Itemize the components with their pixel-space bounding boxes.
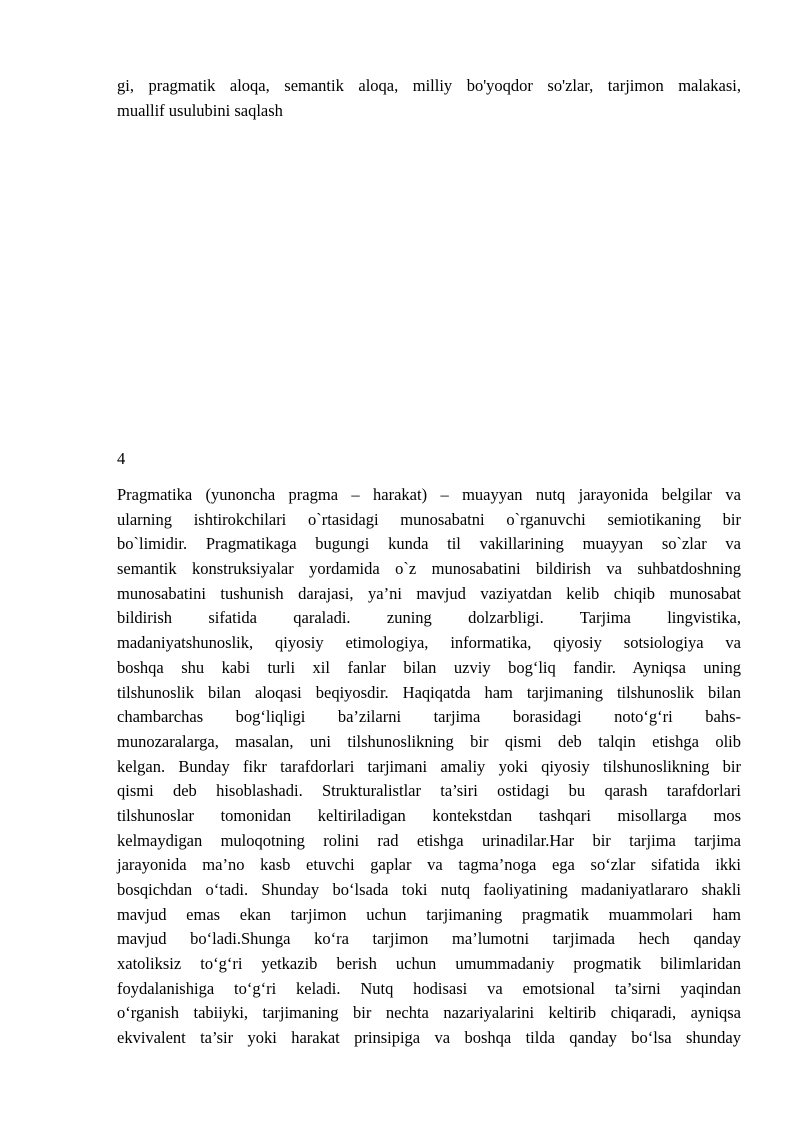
text-line: qismi deb hisoblashadi. Strukturalistlar ta’siri ostidagi bu qarash tarafdorlari <box>117 781 741 801</box>
text-line: mavjud emas ekan tarjimon uchun tarjimaning pragmatik muammolari ham <box>117 904 741 924</box>
text-line: bosqichdan o‘tadi. Shunday bo‘lsada toki nutq faoliyatining madaniyatlararo shakli <box>117 880 741 899</box>
text-line: boshqa shu kabi turli xil fanlar bilan uzviy bog‘liq fandir. Ayniqsa uning <box>117 657 741 677</box>
text-line: xatoliksiz to‘g‘ri yetkazib berish uchun umummadaniy progmatik bilimlaridan <box>117 954 741 974</box>
text-line: semantik konstruksiyalar yordamida o`z munosabatini bildirish va suhbatdoshning <box>117 559 741 579</box>
text-line: bo`limidir. Pragmatikaga bugungi kunda til vakillarining muayyan so`zlar va <box>117 534 741 554</box>
text-line: gi, pragmatik aloqa, semantik aloqa, milliy bo'yoqdor so'zlar, tarjimon malakasi, <box>117 76 741 95</box>
body-paragraph <box>117 483 741 1051</box>
text-line: chambarchas bog‘liqligi ba’zilarni tarjima borasidagi noto‘g‘ri bahs- <box>117 707 741 727</box>
text-line: mavjud bo‘ladi.Shunga ko‘ra tarjimon ma’lumotni tarjimada hech qanday <box>117 929 741 949</box>
text-line: o‘rganish tabiiyki, tarjimaning bir nechta nazariyalarini keltirib chiqaradi, ayniqsa <box>117 1003 741 1023</box>
text-line: munosabatini tushunish darajasi, ya’ni mavjud vaziyatdan kelib chiqib munosabat <box>117 583 741 603</box>
text-line: munozaralarga, masalan, uni tilshunoslikning bir qismi deb talqin etishga olib <box>117 731 741 751</box>
text-line: tilshunoslik bilan aloqasi beqiyosdir. Haqiqatda ham tarjimaning tilshunoslik bilan <box>117 682 741 702</box>
text-line: Pragmatika (yunoncha pragma – harakat) – muayyan nutq jarayonida belgilar va <box>117 485 741 504</box>
text-line: jarayonida ma’no kasb etuvchi gaplar va tagma’noga ega so‘zlar sifatida ikki <box>117 855 741 875</box>
text-line: kelmaydigan muloqotning rolini rad etishga urinadilar.Har bir tarjima tarjima <box>117 830 741 850</box>
page-number: 4 <box>117 449 126 468</box>
keywords-paragraph <box>117 74 741 123</box>
text-line: madaniyatshunoslik, qiyosiy etimologiya, informatika, qiyosiy sotsiologiya va <box>117 633 741 653</box>
text-line: bildirish sifatida qaraladi. zuning dolzarbligi. Tarjima lingvistika, <box>117 608 741 628</box>
text-line: muallif usulubini saqlash <box>117 100 283 120</box>
text-line: kelgan. Bunday fikr tarafdorlari tarjimani amaliy yoki qiyosiy tilshunoslikning bir <box>117 756 741 776</box>
text-line: foydalanishiga to‘g‘ri keladi. Nutq hodisasi va emotsional ta’sirni yaqindan <box>117 978 741 998</box>
text-line: ularning ishtirokchilari o`rtasidagi munosabatni o`rganuvchi semiotikaning bir <box>117 509 741 529</box>
text-line: tilshunoslar tomonidan keltiriladigan kontekstdan tashqari misollarga mos <box>117 805 741 825</box>
text-line: ekvivalent ta’sir yoki harakat prinsipiga va boshqa tilda qanday bo‘lsa shunday <box>117 1028 741 1048</box>
